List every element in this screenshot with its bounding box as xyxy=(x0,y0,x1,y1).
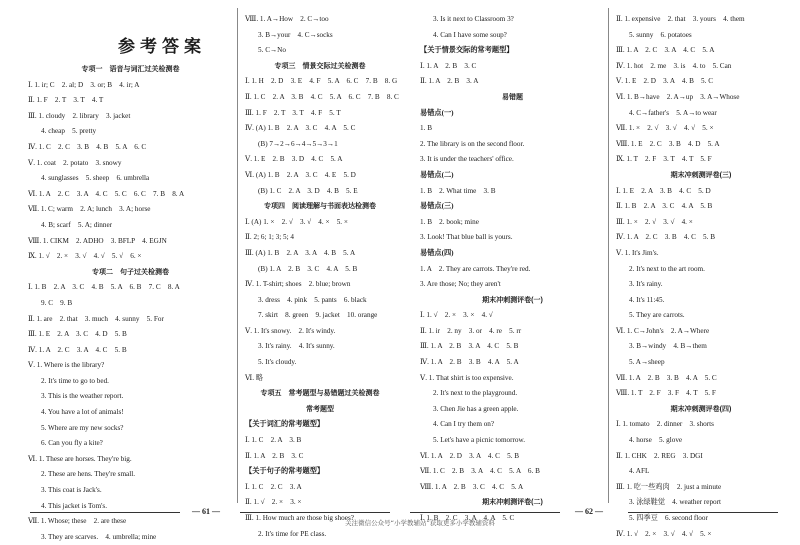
answer-line: Ⅰ. 1. √ 2. × 3. × 4. √ xyxy=(420,311,493,320)
answer-line: Ⅲ. 1. A 2. C 3. A 4. C 5. A xyxy=(616,46,715,55)
answer-line: Ⅲ. 1. × 2. √ 3. √ 4. × xyxy=(616,217,693,226)
left-page xyxy=(0,0,400,541)
answer-line: Ⅴ. 1. It's snowy. 2. It's windy. xyxy=(245,326,336,335)
answer-line: Ⅶ. 1. C; warm 2. A; lunch 3. A; horse xyxy=(28,205,151,214)
answer-line: 1. B 2. book; mine xyxy=(420,217,479,226)
answer-line: 4. It's 11:45. xyxy=(629,295,665,304)
answer-line: Ⅳ. 1. A 2. C 3. B 4. C 5. B xyxy=(616,233,716,242)
section-heading: 专项五 常考题型与易错题过关检测卷 xyxy=(260,390,380,398)
answer-line: Ⅱ. 1. B 2. A 3. C 4. A 5. B xyxy=(616,202,713,211)
answer-line: 5. Let's have a picnic tomorrow. xyxy=(433,436,526,445)
answer-line: Ⅷ. 1. A→How 2. C→too xyxy=(245,15,329,23)
answer-line: Ⅷ. 1. T 2. F 3. F 4. T 5. F xyxy=(616,389,716,398)
page-number-right: — 62 — xyxy=(575,507,603,516)
section-heading: 专项三 情景交际过关检测卷 xyxy=(274,62,366,70)
footer-note: 关注微信公众号“小学教辅站”获取更多小学教辅资料 xyxy=(345,519,495,527)
section-heading: 专项二 句子过关检测卷 xyxy=(92,268,169,276)
answer-line: Ⅰ. 1. H 2. D 3. E 4. F 5. A 6. C 7. B 8. G xyxy=(245,77,398,86)
subsection-heading: 【关于句子的常考题型】 xyxy=(245,467,325,476)
answer-line: 3. dress 4. pink 5. pants 6. black xyxy=(258,295,367,304)
answer-line: 9. C 9. B xyxy=(41,298,73,307)
answer-line: Ⅵ. 1. C→John's 2. A→Where xyxy=(616,326,710,335)
answer-line: 2. It's time to go to bed. xyxy=(41,376,109,385)
answer-line: Ⅱ. 1. are 2. that 3. much 4. sunny 5. For xyxy=(28,314,164,323)
answer-line: Ⅲ. 1. cloudy 2. library 3. jacket xyxy=(28,111,131,120)
answer-column-2 xyxy=(245,12,399,542)
answer-line: Ⅵ. 1. B→have 2. A→up 3. A→Whose xyxy=(616,92,740,101)
subsection-heading: 【关于情景交际的常考题型】 xyxy=(420,46,514,55)
answer-line: Ⅳ. 1. T-shirt; shoes 2. blue; brown xyxy=(245,280,351,289)
answer-line: Ⅶ. 1. C 2. B 3. A 4. C 5. A 6. B xyxy=(420,467,540,476)
column-divider xyxy=(237,8,238,503)
answer-line: Ⅴ. 1. That shirt is too expensive. xyxy=(420,373,514,382)
answer-line: Ⅱ. 1. A 2. B 3. C xyxy=(245,451,304,460)
answer-line: Ⅵ. (A) 1. B 2. A 3. C 4. E 5. D xyxy=(245,170,356,179)
answer-line: 2. It's next to the art room. xyxy=(629,264,705,273)
answer-line: Ⅱ. 1. ir 2. ny 3. or 4. re 5. rr xyxy=(420,326,522,335)
answer-line: Ⅴ. 1. E 2. B 3. D 4. C 5. A xyxy=(245,155,343,164)
answer-line: 5. A→sheep xyxy=(629,358,665,367)
answer-line: 4. horse 5. glove xyxy=(629,436,683,445)
subsection-heading: 易错点(一) xyxy=(420,108,454,117)
answer-column-1 xyxy=(28,62,233,545)
answer-line: 2. These are hens. They're small. xyxy=(41,470,136,479)
answer-line: Ⅶ. 1. × 2. √ 3. √ 4. √ 5. × xyxy=(616,124,714,133)
answer-line: Ⅳ. 1. A 2. B 3. B 4. A 5. A xyxy=(420,358,519,367)
answer-line: Ⅲ. 1. A 2. B 3. A 4. C 5. B xyxy=(420,342,519,351)
answer-line: Ⅴ. 1. It's Jim's. xyxy=(616,248,659,257)
answer-line: (B) 1. C 2. A 3. D 4. B 5. E xyxy=(258,186,358,195)
answer-line: Ⅱ. 1. C 2. A 3. B 4. C 5. A 6. C 7. B 8. C xyxy=(245,92,399,101)
answer-line: 3. Chen Jie has a green apple. xyxy=(433,404,519,413)
section-heading: 期末冲刺测评卷(一) xyxy=(482,296,543,304)
answer-line: Ⅷ. 1. CIKM 2. ADHO 3. BFLP 4. EGJN xyxy=(28,236,167,245)
footer-rule-left xyxy=(30,512,180,513)
answer-line: 2. It's time for PE class. xyxy=(258,529,327,538)
answer-line: Ⅶ. 1. A 2. B 3. B 4. A 5. C xyxy=(616,373,717,382)
answer-line: Ⅵ. 1. A 2. D 3. A 4. C 5. B xyxy=(420,451,520,460)
answer-line: 5. sunny 6. potatoes xyxy=(629,30,692,39)
answer-line: 3. 泳绿鞋觉 4. weather report xyxy=(629,498,722,507)
answer-line: (B) 1. A 2. B 3. C 4. A 5. B xyxy=(258,264,358,273)
answer-line: 3. This coat is Jack's. xyxy=(41,486,102,495)
answer-line: Ⅰ. 1. C 2. C 3. A xyxy=(245,482,302,491)
answer-line: Ⅳ. 1. C 2. C 3. B 4. B 5. A 6. C xyxy=(28,142,147,151)
answer-line: Ⅲ. 1. 吃一些鸡肉 2. just a minute xyxy=(616,482,722,491)
answer-column-3 xyxy=(420,12,605,527)
answer-line: 4. B; scarf 5. A; dinner xyxy=(41,220,113,229)
answer-line: 1. B xyxy=(420,124,432,133)
answer-line: Ⅱ. 1. expensive 2. that 3. yours 4. them xyxy=(616,15,745,23)
section-heading: 易错题 xyxy=(502,93,523,101)
answer-line: Ⅵ. 1. These are horses. They're big. xyxy=(28,454,132,463)
answer-line: 3. It's rainy. 4. It's sunny. xyxy=(258,342,335,351)
subsection-heading: 易错点(三) xyxy=(420,202,454,211)
answer-line: Ⅳ. (A) 1. B 2. A 3. C 4. A 5. C xyxy=(245,124,356,133)
answer-line: Ⅰ. 1. B 2. A 3. C 4. B 5. A 6. B 7. C 8. A xyxy=(28,283,180,292)
answer-line: 3. It is under the teachers' office. xyxy=(420,155,514,164)
answer-line: Ⅸ. 1. √ 2. × 3. √ 4. √ 5. √ 6. × xyxy=(28,252,142,261)
answer-line: 4. Can I try them on? xyxy=(433,420,495,429)
answer-line: 5. 四季豆 6. second floor xyxy=(629,514,708,522)
answer-line: 1. B 2. What time 3. B xyxy=(420,186,496,195)
answer-line: Ⅵ. 1. A 2. C 3. A 4. C 5. C 6. C 7. B 8. A xyxy=(28,189,185,198)
answer-line: Ⅸ. 1. T 2. F 3. T 4. T 5. F xyxy=(616,155,712,164)
answer-line: 3. This is the weather report. xyxy=(41,392,124,401)
answer-line: Ⅲ. 1. How much are those big shoes? xyxy=(245,514,354,522)
answer-line: 3. Look! That blue ball is yours. xyxy=(420,233,513,242)
answer-line: Ⅲ. 1. F 2. T 3. T 4. F 5. T xyxy=(245,108,341,117)
answer-line: Ⅲ. (A) 1. B 2. A 3. A 4. B 5. A xyxy=(245,248,356,257)
answer-line: Ⅰ. 1. ir; C 2. al; D 3. or; B 4. ir; A xyxy=(28,80,140,89)
section-heading: 专项一 语音与词汇过关检测卷 xyxy=(81,66,180,73)
page-title: 参考答案 xyxy=(118,37,206,57)
answer-line: Ⅰ. 1. B 2. C 3. A 4. A 5. C xyxy=(420,514,515,522)
answer-line: 2. The library is on the second floor. xyxy=(420,139,525,148)
answer-line: Ⅱ. 1. √ 2. × 3. × xyxy=(245,498,302,507)
answer-line: Ⅳ. 1. √ 2. × 3. √ 4. √ 5. × xyxy=(616,529,712,538)
answer-line: 3. B→windy 4. B→them xyxy=(629,342,707,351)
answer-line: Ⅳ. 1. A 2. C 3. A 4. C 5. B xyxy=(28,345,127,354)
answer-line: 3. It's rainy. xyxy=(629,280,663,289)
section-heading: 期末冲刺测评卷(二) xyxy=(482,499,543,507)
answer-line: 4. Can I have some soup? xyxy=(433,30,507,39)
page-number-left: — 61 — xyxy=(192,507,220,516)
answer-line: Ⅱ. 1. CHK 2. REG 3. DGI xyxy=(616,451,703,460)
answer-line: 3. B→your 4. C→socks xyxy=(258,30,333,39)
subsection-heading: 易错点(四) xyxy=(420,248,454,257)
answer-line: Ⅴ. 1. Where is the library? xyxy=(28,361,105,370)
answer-line: Ⅴ. 1. E 2. D 3. A 4. B 5. C xyxy=(616,77,714,86)
answer-line: 4. You have a lot of animals! xyxy=(41,408,124,417)
section-heading: 期末冲刺测评卷(四) xyxy=(670,405,732,413)
answer-line: 3. Are those; No; they aren't xyxy=(420,280,501,289)
answer-line: Ⅰ. (A) 1. × 2. √ 3. √ 4. × 5. × xyxy=(245,217,348,226)
answer-line: Ⅰ. 1. tomato 2. dinner 3. shorts xyxy=(616,420,714,429)
answer-line: Ⅰ. 1. A 2. B 3. C xyxy=(420,61,477,70)
footer-rule-left-2 xyxy=(240,512,390,513)
answer-line: 3. They are scarves. 4. umbrella; mine xyxy=(41,532,157,541)
subsection-heading: 【关于词汇的常考题型】 xyxy=(245,420,325,429)
answer-line: Ⅵ. 略 xyxy=(245,373,264,382)
answer-line: Ⅲ. 1. E 2. A 3. C 4. D 5. B xyxy=(28,330,127,339)
section-heading: 期末冲刺测评卷(三) xyxy=(670,171,732,179)
section-heading: 专项四 阅读理解与书面表达检测卷 xyxy=(264,203,376,211)
answer-line: 2. It's next to the playground. xyxy=(433,389,518,398)
answer-line: Ⅶ. 1. Whose; these 2. are these xyxy=(28,517,127,526)
answer-line: 5. It's cloudy. xyxy=(258,358,297,367)
answer-line: Ⅷ. 1. E 2. C 3. B 4. D 5. A xyxy=(616,139,720,148)
answer-line: Ⅱ. 1. A 2. B 3. A xyxy=(420,77,479,86)
answer-line: Ⅴ. 1. coat 2. potato 3. snowy xyxy=(28,158,122,167)
answer-line: 6. Can you fly a kite? xyxy=(41,439,103,448)
answer-line: 4. C→father's 5. A→to wear xyxy=(629,108,717,117)
answer-line: Ⅷ. 1. A 2. B 3. C 4. C 5. A xyxy=(420,482,524,491)
answer-line: 5. C→No xyxy=(258,46,286,55)
answer-line: 3. Is it next to Classroom 3? xyxy=(433,15,514,23)
answer-line: Ⅱ. 2; 6; 1; 3; 5; 4 xyxy=(245,233,295,242)
answer-line: 7. skirt 8. green 9. jacket 10. orange xyxy=(258,311,378,320)
answer-column-4 xyxy=(616,12,786,542)
answer-line: (B) 7→2→6→4→5→3→1 xyxy=(258,139,338,148)
answer-line: Ⅰ. 1. E 2. A 3. B 4. C 5. D xyxy=(616,186,711,195)
subsection-heading: 易错点(二) xyxy=(420,170,454,179)
answer-line: 4. sunglasses 5. sheep 6. umbrella xyxy=(41,174,150,183)
answer-line: 1. A 2. They are carrots. They're red. xyxy=(420,264,531,273)
footer-rule-right-2 xyxy=(628,512,778,513)
answer-line: Ⅳ. 1. hot 2. me 3. is 4. to 5. Can xyxy=(616,61,732,70)
answer-line: Ⅱ. 1. F 2. T 3. T 4. T xyxy=(28,96,104,105)
answer-line: 4. cheap 5. pretty xyxy=(41,127,97,136)
answer-line: 5. They are carrots. xyxy=(629,311,685,320)
answer-line: 5. Where are my new socks? xyxy=(41,423,124,432)
section-heading: 常考题型 xyxy=(306,405,334,413)
answer-line: Ⅰ. 1. C 2. A 3. B xyxy=(245,436,302,445)
footer-rule-right xyxy=(410,512,560,513)
answer-line: 4. This jacket is Tom's. xyxy=(41,501,108,510)
right-page xyxy=(400,0,800,538)
column-divider xyxy=(608,8,609,503)
answer-line: 4. AFL xyxy=(629,467,650,476)
